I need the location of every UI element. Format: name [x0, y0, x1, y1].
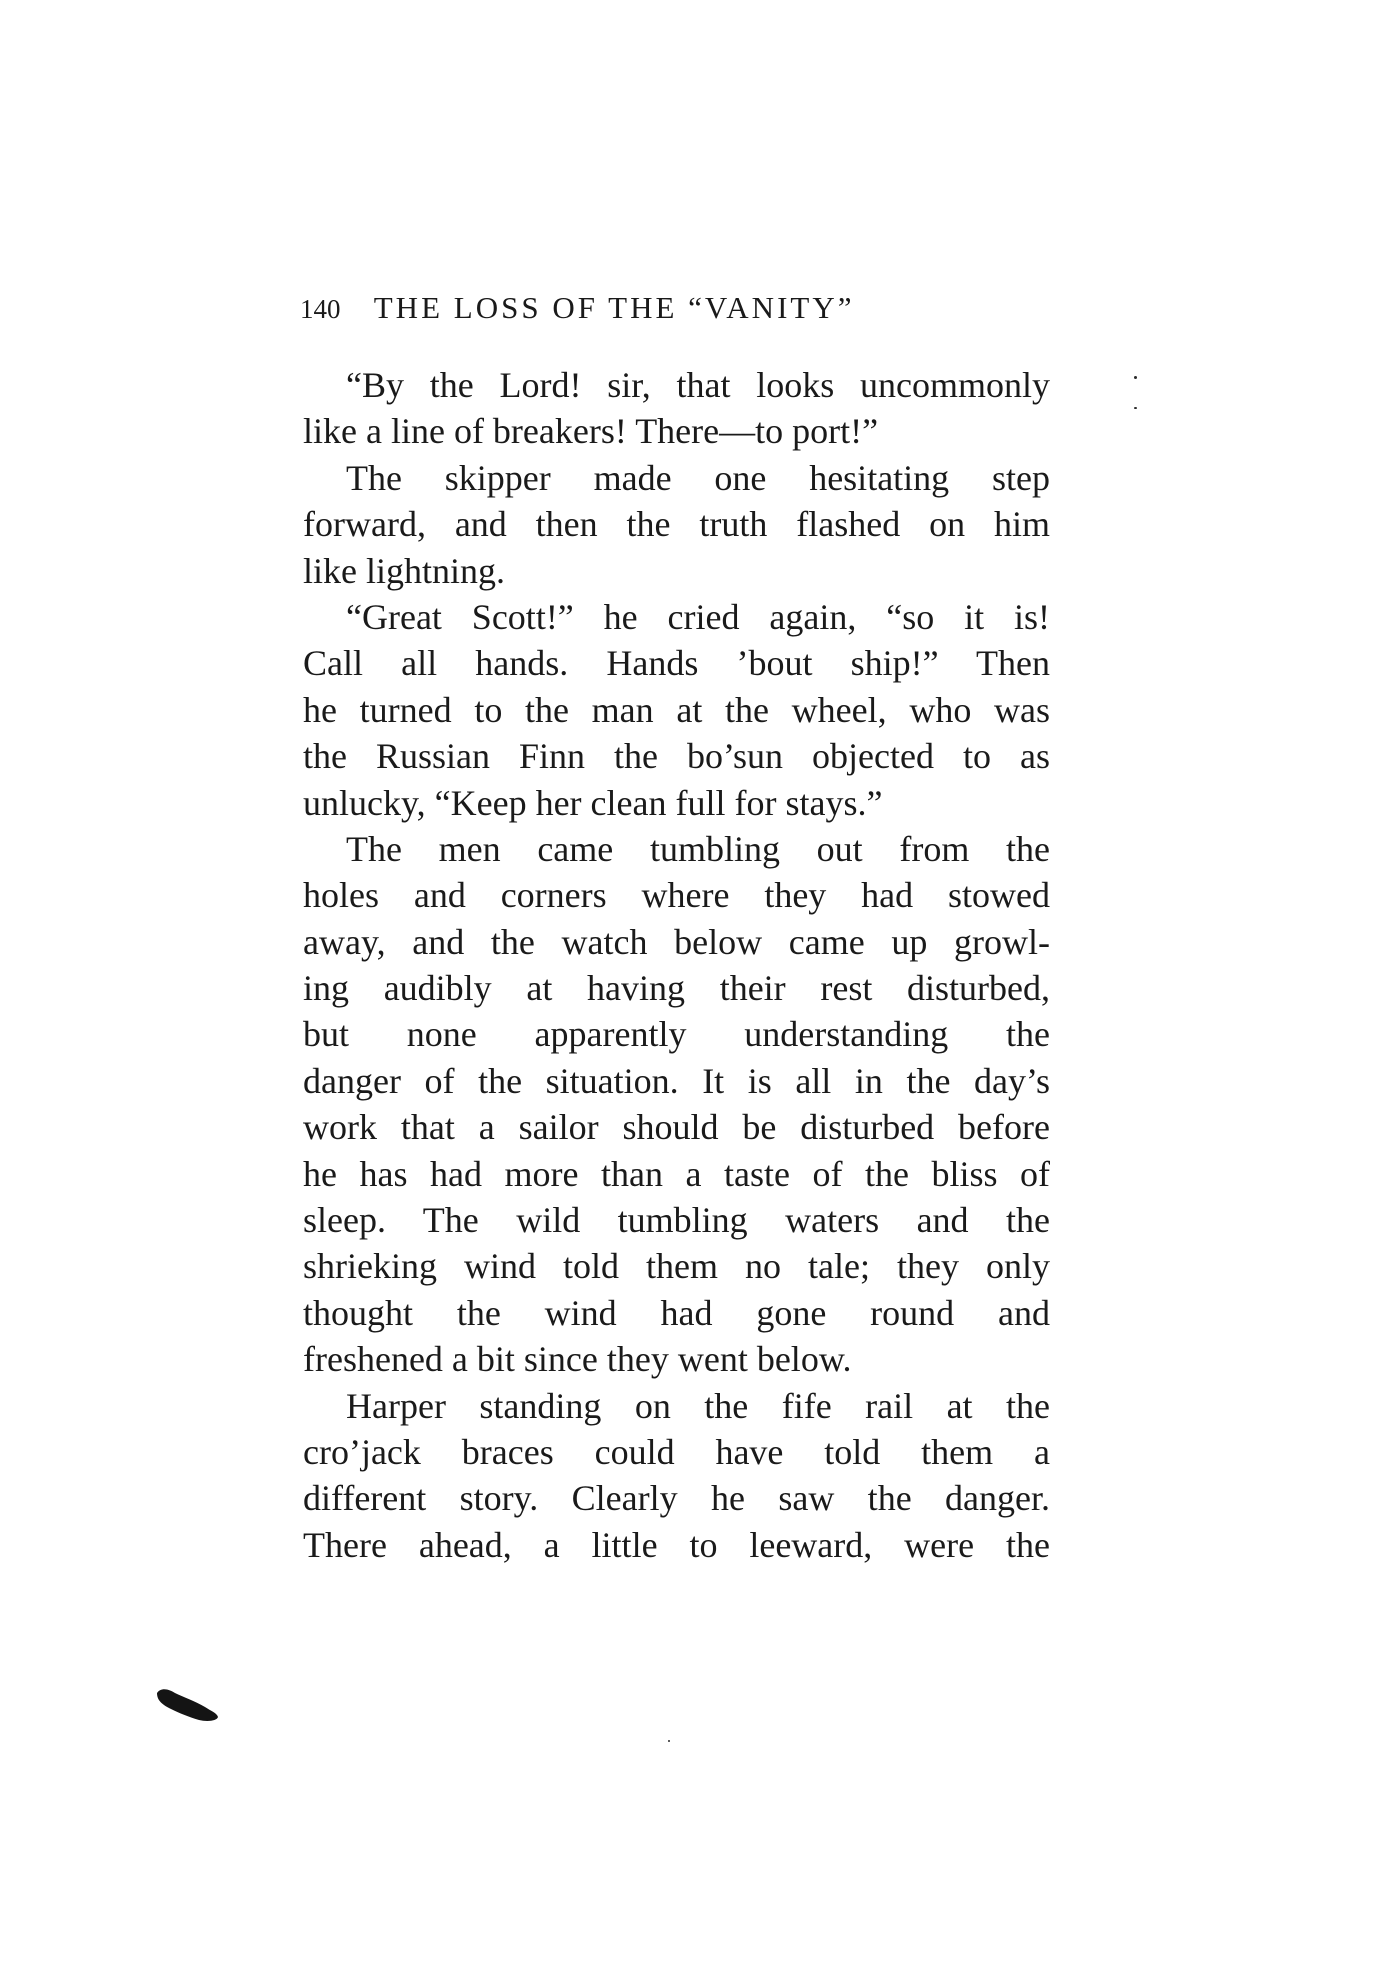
text-line: work that a sailor should be disturbed before — [303, 1107, 1050, 1148]
text-line: Harper standing on the fife rail at the — [346, 1385, 1050, 1426]
text-line: different story. Clearly he saw the danger. — [303, 1478, 1050, 1519]
text-line: The men came tumbling out from the — [346, 828, 1050, 869]
text-line: away, and the watch below came up growl- — [303, 921, 1050, 962]
text-line: thought the wind had gone round and — [303, 1292, 1050, 1333]
text-line: forward, and then the truth flashed on him — [303, 504, 1050, 545]
ink-speck — [1134, 376, 1137, 379]
text-line: shrieking wind told them no tale; they only — [303, 1246, 1050, 1287]
text-line: like a line of breakers! There—to port!” — [303, 411, 879, 452]
text-line: unlucky, “Keep her clean full for stays.” — [303, 782, 883, 823]
running-title: THE LOSS OF THE “VANITY” — [373, 290, 855, 325]
page-number: 140 — [300, 294, 341, 324]
ink-blot-mark — [155, 1687, 219, 1723]
text-line: danger of the situation. It is all in the day’s — [303, 1060, 1050, 1101]
ink-speck — [668, 1740, 670, 1742]
text-line: The skipper made one hesitating step — [346, 457, 1050, 498]
text-line: the Russian Finn the bo’sun objected to as — [303, 736, 1050, 777]
text-line: “Great Scott!” he cried again, “so it is! — [346, 596, 1050, 637]
text-line: freshened a bit since they went below. — [303, 1339, 852, 1380]
text-line: cro’jack braces could have told them a — [303, 1431, 1050, 1472]
paragraph — [303, 826, 1050, 1383]
text-line: “By the Lord! sir, that looks uncommonly — [346, 365, 1050, 405]
paragraph — [303, 1383, 1050, 1569]
text-line: he has had more than a taste of the bliss of — [303, 1153, 1050, 1194]
ink-speck — [1134, 407, 1137, 409]
paragraph — [303, 362, 1050, 455]
body-text — [303, 362, 1050, 1568]
text-line: Call all hands. Hands ’bout ship!” Then — [303, 643, 1050, 684]
text-line: holes and corners where they had stowed — [303, 875, 1050, 916]
text-line: like lightning. — [303, 550, 505, 591]
text-line: he turned to the man at the wheel, who was — [303, 689, 1050, 730]
text-line: There ahead, a little to leeward, were the — [303, 1524, 1050, 1565]
text-line: sleep. The wild tumbling waters and the — [303, 1200, 1050, 1241]
paragraph — [303, 455, 1050, 594]
paragraph — [303, 594, 1050, 826]
running-head — [300, 290, 1060, 326]
text-line: but none apparently understanding the — [303, 1014, 1050, 1055]
text-line: ing audibly at having their rest disturbed, — [303, 968, 1050, 1009]
